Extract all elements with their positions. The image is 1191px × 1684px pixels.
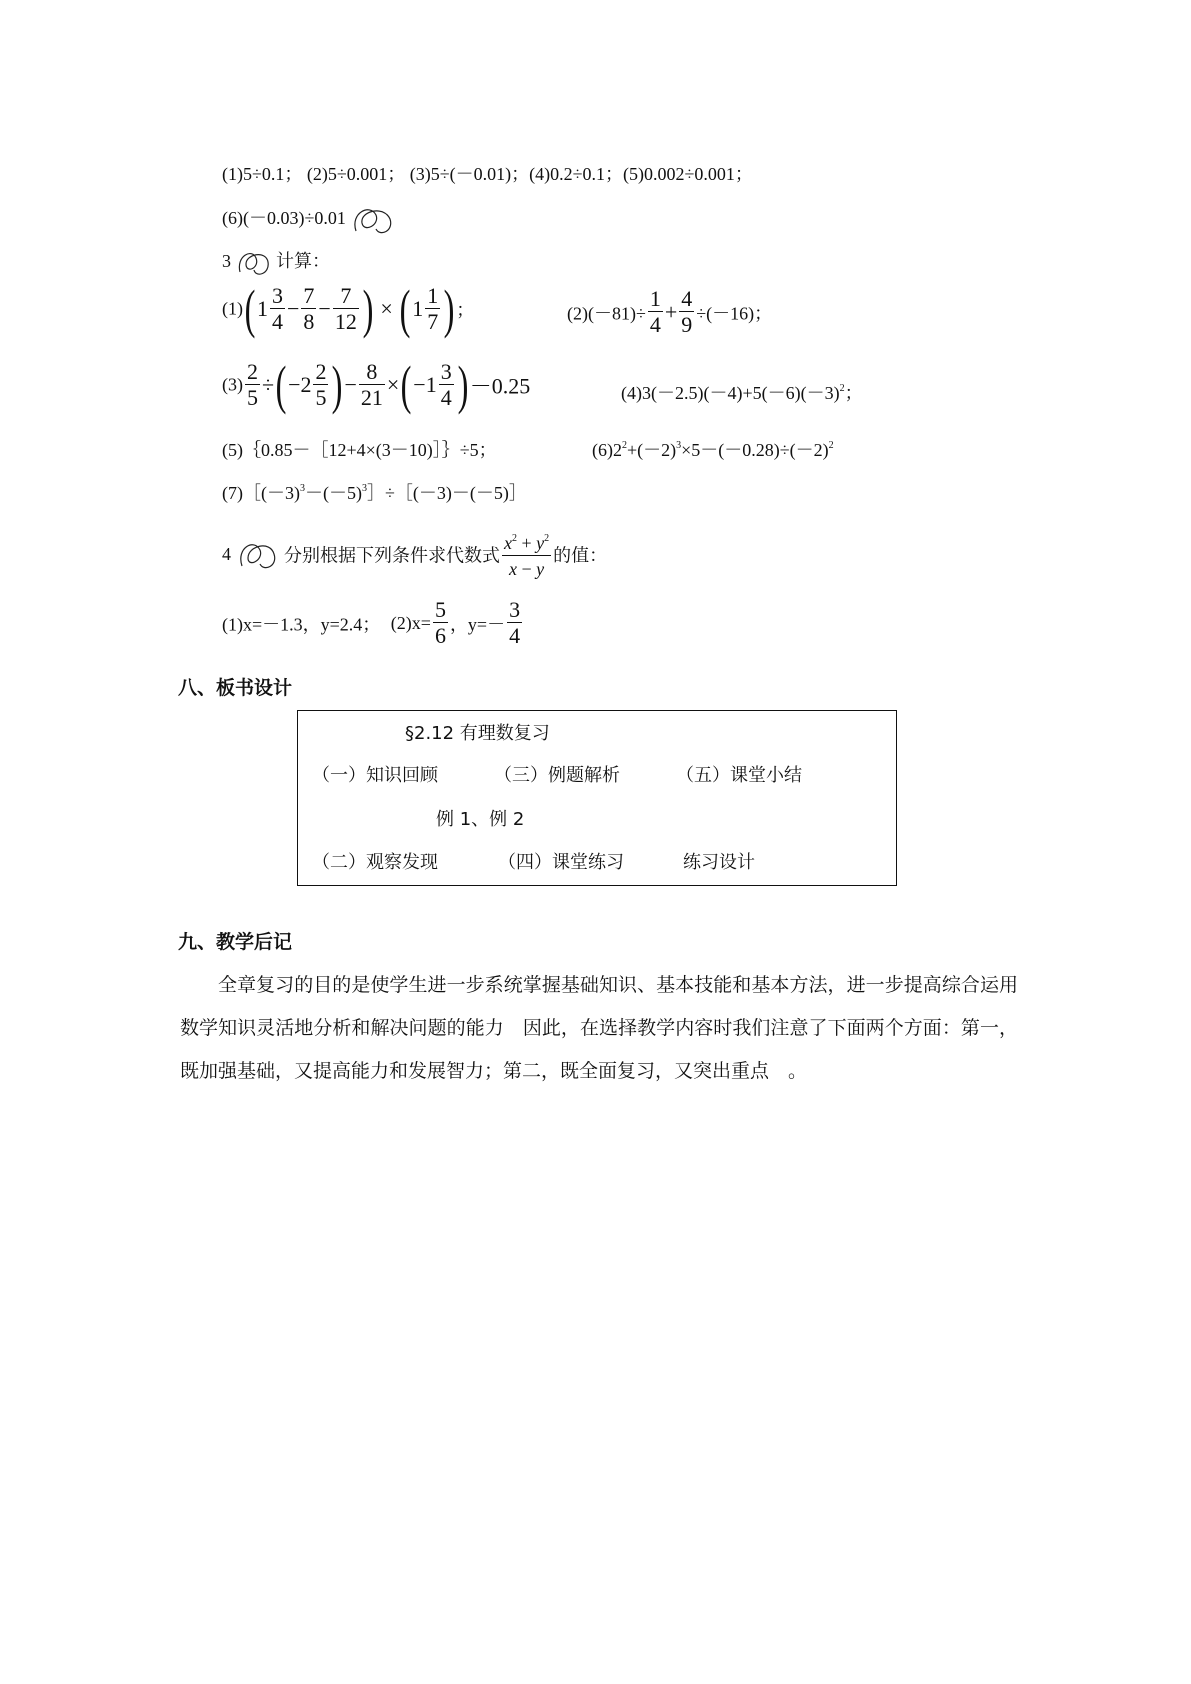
blackboard-design-box bbox=[297, 710, 897, 886]
exercise-3-label: 计算： bbox=[276, 251, 330, 272]
scribble-mark-icon bbox=[350, 203, 396, 237]
problem-6: $(6)2^2+(-2)^3\times 5-(-0.28)\div(-2)^2$ bbox=[592, 440, 834, 460]
section-8-heading: 八、板书设计 bbox=[178, 677, 293, 699]
section-9-heading: 九、教学后记 bbox=[178, 931, 293, 953]
exercise-4-number: 4 bbox=[222, 544, 231, 564]
problem-4-text: (4)3(－2.5)(－4)+5(－6)(－3) bbox=[621, 383, 840, 403]
exercise-4-text: 分别根据下列条件求代数式 bbox=[284, 545, 500, 567]
board-examples: 例 1、例 2 bbox=[436, 809, 525, 830]
exercise-4-condition-2-mid: ，y=－ bbox=[449, 614, 506, 635]
board-item-2: （二）观察发现 bbox=[312, 852, 438, 873]
problem-3-label: (3) bbox=[222, 374, 243, 395]
exercise-2-line-1: (1)5÷0.1； (2)5÷0.001； (3)5÷(－0.01)；(4)0.2÷0.1；(5)0.002÷0.001； bbox=[222, 164, 753, 184]
board-item-1: （一）知识回顾 bbox=[312, 765, 438, 786]
problem-6-a: (6)2 bbox=[592, 440, 622, 460]
exercise-4-conditions: (1)x=－1.3，y=2.4； (2)x= $\frac{5}{6}$ ，y=－ $\frac{3}{4}$ bbox=[222, 597, 521, 648]
problem-2: (2)(－81)÷ $\frac{1}{4}$ + $\frac{4}{9}$ ÷(－16)； bbox=[567, 286, 773, 337]
section-9-paragraph: 全章复习的目的是使学生进一步系统掌握基础知识、基本技能和基本方法，进一步提高综合运用数学知识灵活地分析和解决问题的能力 因此，在选择教学内容时我们注意了下面两个方面：第一，既加强基础，又提高能力和发展智力；第二，既全面复习，又突出重点 。 bbox=[180, 974, 1018, 1082]
exercise-4-condition-1: (1)x=－1.3，y=2.4； bbox=[222, 614, 381, 635]
scribble-mark-icon bbox=[236, 248, 272, 278]
problem-2-label: (2)(－81)÷ bbox=[567, 303, 646, 324]
exercise-3-number: 3 bbox=[222, 251, 231, 271]
problem-1: (1)(1 $\frac{3}{4}$ − $\frac{7}{8}$ − $\frac{7}{12}$ ) × (1 $\frac{1}{7}$ )； bbox=[222, 279, 475, 339]
exercise-2-item-6: (6)(－0.03)÷0.01 bbox=[222, 208, 346, 229]
problem-7-c: ］÷［(－3)－(－5)］ bbox=[366, 483, 527, 503]
board-item-3: （三）例题解析 bbox=[494, 765, 620, 786]
problem-2-tail: ÷(－16)； bbox=[696, 303, 773, 324]
exercise-2-line-2 bbox=[222, 203, 396, 237]
problem-1-label: (1) bbox=[222, 298, 243, 319]
problem-5: (5)｛0.85－［12+4×(3－10)］｝÷5； bbox=[222, 440, 497, 460]
board-title: §2.12 有理数复习 bbox=[405, 723, 550, 744]
problem-7: $(7)[(-3)^3-(-5)^3]\div[(-3)-(-5)]$ bbox=[222, 483, 527, 503]
problem-7-b: －(－5) bbox=[304, 483, 362, 503]
board-item-5: （五）课堂小结 bbox=[676, 765, 802, 786]
board-item-6: 练习设计 bbox=[683, 852, 755, 873]
problem-6-b: +(－2) bbox=[627, 440, 677, 460]
exercise-4-tail: 的值： bbox=[553, 545, 608, 567]
problem-6-c: ×5－(－0.28)÷(－2) bbox=[681, 440, 829, 460]
board-item-4: （四）课堂练习 bbox=[498, 852, 624, 873]
scribble-mark-icon bbox=[236, 538, 280, 572]
problem-3-tail: －0.25 bbox=[469, 373, 531, 399]
problem-7-a: (7)［(－3) bbox=[222, 483, 300, 503]
problem-4: $(4)3(-2.5)(-4)+5(-6)(-3)^2$； bbox=[621, 383, 863, 403]
problem-3: (3) $\frac{2}{5}$ ÷(−2 $\frac{2}{5}$ )− $\frac{8}{21}$ ×(−1 $\frac{3}{4}$ )－0.25 bbox=[222, 355, 531, 415]
exercise-4-heading: 4 分别根据下列条件求代数式 $\frac{x^2 + y^2}{x - y}$ 的值： bbox=[222, 527, 607, 582]
exercise-4-condition-2-label: (2)x= bbox=[390, 613, 431, 633]
exercise-3-heading bbox=[222, 247, 330, 278]
